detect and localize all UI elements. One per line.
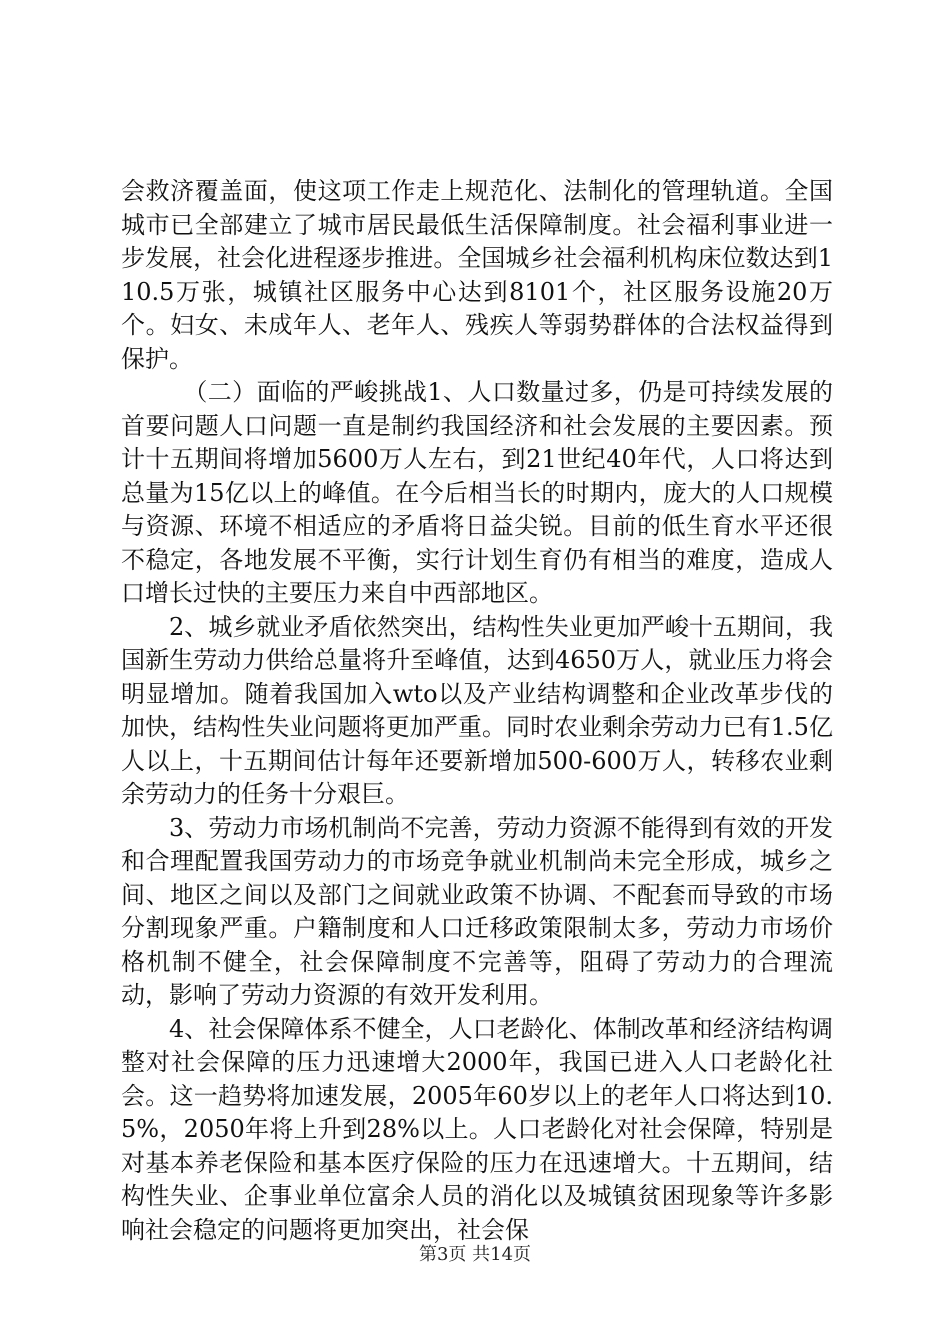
paragraph-employment: 2、城乡就业矛盾依然突出，结构性失业更加严峻十五期间，我国新生劳动力供给总量将升至峰值，达到4650万人，就业压力将会明显增加。随着我国加入wto以及产业结构调整和企业改革步伐的加快，结构性失业问题将更加严重。同时农业剩余劳动力已有1.5亿人以上，十五期间估计每年还要新增加500-600万人，转移农业剩余劳动力的任务十分艰巨。 [121, 612, 833, 808]
paragraph-population-challenge: （二）面临的严峻挑战1、人口数量过多，仍是可持续发展的首要问题人口问题一直是制约我国经济和社会发展的主要因素。预计十五期间将增加5600万人左右，到21世纪40年代，人口将达到总量为15亿以上的峰值。在今后相当长的时期内，庞大的人口规模与资源、环境不相适应的矛盾将日益尖锐。目前的低生育水平还很不稳定，各地发展不平衡，实行计划生育仍有相当的难度，造成人口增长过快的主要压力来自中西部地区。 [121, 378, 833, 607]
document-body [121, 175, 833, 1247]
paragraph-social-assistance: 会救济覆盖面，使这项工作走上规范化、法制化的管理轨道。全国城市已全部建立了城市居民最低生活保障制度。社会福利事业进一步发展，社会化进程逐步推进。全国城乡社会福利机构床位数达到110.5万张，城镇社区服务中心达到8101个，社区服务设施20万个。妇女、未成年人、老年人、残疾人等弱势群体的合法权益得到保护。 [121, 177, 833, 373]
paragraph-social-security: 4、社会保障体系不健全，人口老龄化、体制改革和经济结构调整对社会保障的压力迅速增大2000年，我国已进入人口老龄化社会。这一趋势将加速发展，2005年60岁以上的老年人口将达到10.5%，2050年将上升到28%以上。人口老龄化对社会保障，特别是对基本养老保险和基本医疗保险的压力在迅速增大。十五期间，结构性失业、企事业单位富余人员的消化以及城镇贫困现象等许多影响社会稳定的问题将更加突出，社会保 [121, 1014, 833, 1244]
page-footer: 第3页 共14页 [418, 1244, 532, 1265]
paragraph-labor-market: 3、劳动力市场机制尚不完善，劳动力资源不能得到有效的开发和合理配置我国劳动力的市场竞争就业机制尚未完全形成，城乡之间、地区之间以及部门之间就业政策不协调、不配套而导致的市场分割现象严重。户籍制度和人口迁移政策限制太多，劳动力市场价格机制不健全，社会保障制度不完善等，阻碍了劳动力的合理流动，影响了劳动力资源的有效开发利用。 [121, 813, 833, 1009]
